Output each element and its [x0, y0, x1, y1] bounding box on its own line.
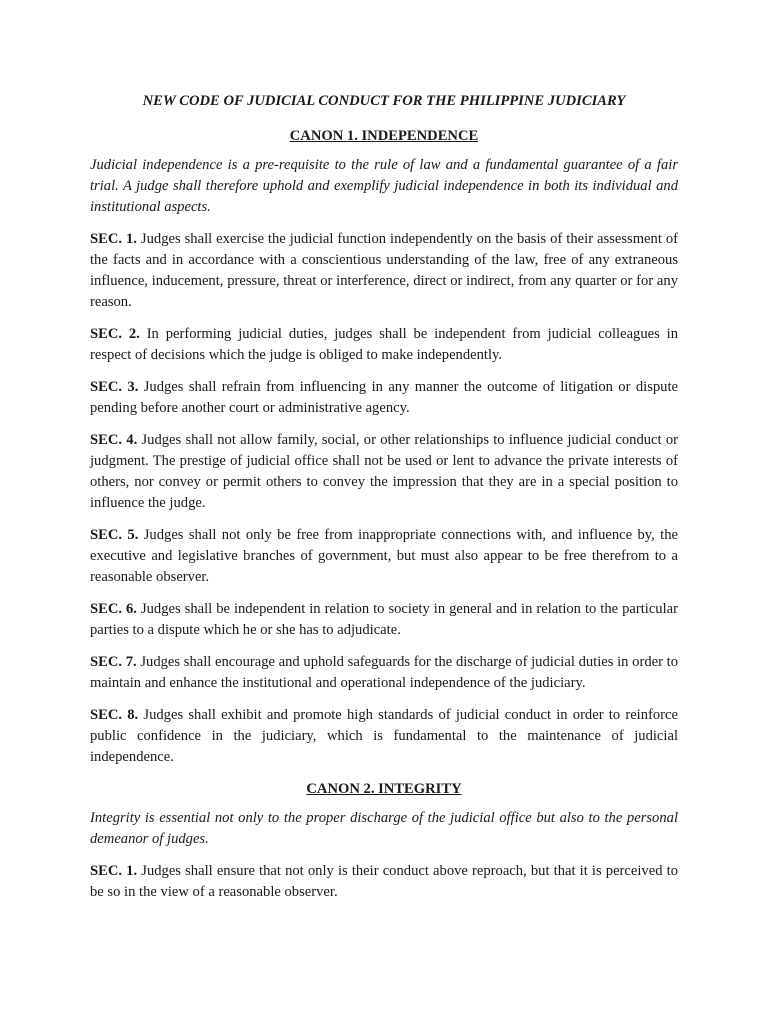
canon-heading: CANON 1. INDEPENDENCE	[289, 128, 479, 144]
section-label: SEC. 8.	[90, 707, 139, 723]
section-paragraph	[90, 525, 678, 588]
canon-intro: Integrity is essential not only to the proper discharge of the judicial office but also to the personal demeanor of judges.	[90, 810, 678, 847]
section-paragraph	[90, 324, 678, 366]
section-text: Judges shall be independent in relation to society in general and in relation to the particular parties to a dispute which he or she has to adjudicate.	[90, 601, 678, 638]
canon-2	[90, 779, 678, 903]
section-text: In performing judicial duties, judges shall be independent from judicial colleagues in respect of decisions which the judge is obliged to make independently.	[90, 326, 678, 363]
section-text: Judges shall ensure that not only is their conduct above reproach, but that it is perceived to be so in the view of a reasonable observer.	[90, 863, 678, 900]
section-text: Judges shall refrain from influencing in any manner the outcome of litigation or dispute pending before another court or administrative agency.	[90, 379, 678, 416]
section-paragraph	[90, 652, 678, 694]
section-text: Judges shall not allow family, social, or other relationships to influence judicial conduct or judgment. The prestige of judicial office shall not be used or lent to advance the private interests of others, nor convey or permit others to convey the impression that they are in a special position to influence the judge.	[90, 432, 678, 511]
document-title: NEW CODE OF JUDICIAL CONDUCT FOR THE PHILIPPINE JUDICIARY	[142, 93, 626, 109]
section-label: SEC. 6.	[90, 601, 137, 617]
section-label: SEC. 1.	[90, 863, 138, 879]
section-paragraph	[90, 599, 678, 641]
canon-heading: CANON 2. INTEGRITY	[306, 781, 462, 797]
section-text: Judges shall exercise the judicial function independently on the basis of their assessment of the facts and in accordance with a conscientious understanding of the law, free of any extraneous influence, inducement, pressure, threat or interference, direct or indirect, from any quarter or for any reason.	[90, 231, 678, 310]
section-paragraph	[90, 377, 678, 419]
section-text: Judges shall exhibit and promote high standards of judicial conduct in order to reinforce public confidence in the judiciary, which is fundamental to the maintenance of judicial independence.	[90, 707, 678, 765]
section-label: SEC. 1.	[90, 231, 137, 247]
section-label: SEC. 3.	[90, 379, 139, 395]
section-paragraph	[90, 229, 678, 313]
section-text: Judges shall encourage and uphold safeguards for the discharge of judicial duties in order to maintain and enhance the institutional and operational independence of the judiciary.	[90, 654, 678, 691]
section-label: SEC. 2.	[90, 326, 140, 342]
canon-1	[90, 126, 678, 768]
section-label: SEC. 5.	[90, 527, 139, 543]
section-text: Judges shall not only be free from inappropriate connections with, and influence by, the executive and legislative branches of government, but must also appear to be free therefrom to a reasonable observer.	[90, 527, 678, 585]
document-page	[90, 91, 678, 914]
section-paragraph	[90, 430, 678, 514]
section-paragraph	[90, 705, 678, 768]
section-label: SEC. 7.	[90, 654, 137, 670]
canon-intro: Judicial independence is a pre-requisite to the rule of law and a fundamental guarantee of a fair trial. A judge shall therefore uphold and exemplify judicial independence in both its individual and institutional aspects.	[90, 157, 678, 215]
section-label: SEC. 4.	[90, 432, 138, 448]
section-paragraph	[90, 861, 678, 903]
